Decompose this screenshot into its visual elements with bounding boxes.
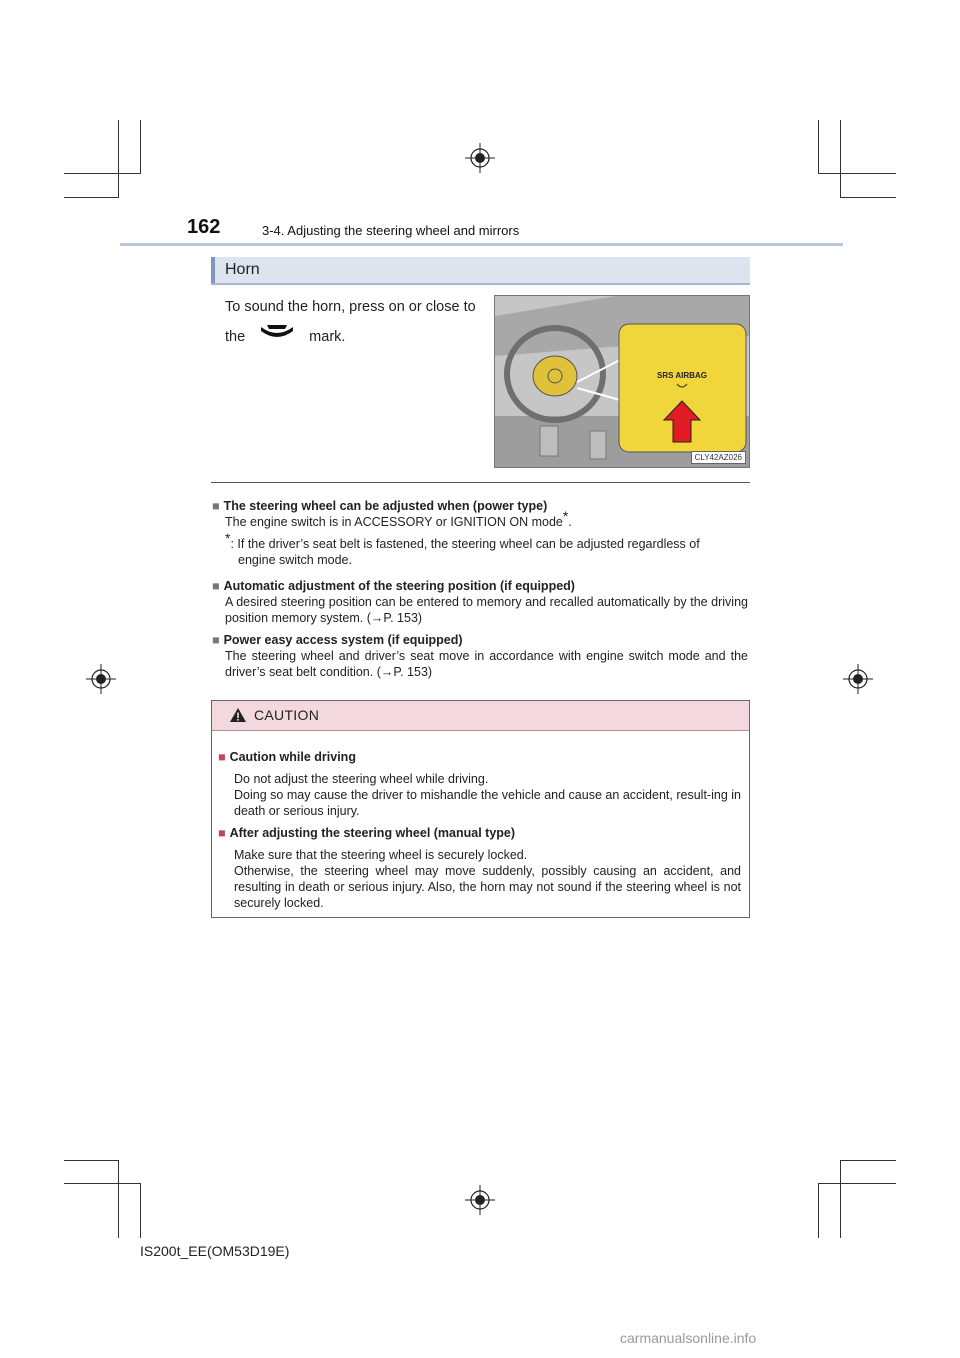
registration-mark-icon	[843, 664, 873, 694]
warning-triangle-icon	[229, 707, 247, 723]
registration-mark-icon	[465, 1185, 495, 1215]
section-title: Horn	[225, 261, 260, 278]
instruction-text: To sound the horn, press on or close to the	[225, 299, 476, 345]
note-title: ■ Power easy access system (if equipped)	[212, 633, 463, 648]
notes-section	[212, 492, 748, 680]
cockpit-drawing	[495, 296, 750, 468]
footnote: *: If the driver’s seat belt is fastened, the steering wheel can be adjusted regardless of engine switch mode.	[225, 530, 700, 568]
watermark: carmanualsonline.info	[620, 1330, 757, 1346]
caution-item-title: ■ Caution while driving	[218, 750, 356, 764]
document-code: IS200t_EE(OM53D19E)	[140, 1243, 290, 1259]
note-body: The steering wheel and driver’s seat move in accordance with engine switch mode and the driver’s seat belt condition. (→P. 153)	[225, 649, 748, 680]
caution-content	[212, 731, 749, 911]
instruction-text-end: mark.	[309, 329, 346, 345]
square-bullet-icon: ■	[212, 499, 220, 513]
note-title: ■ The steering wheel can be adjusted when (power type)	[212, 499, 548, 513]
note-title: ■ Automatic adjustment of the steering position (if equipped)	[212, 579, 575, 594]
caution-item-body: Make sure that the steering wheel is securely locked. Otherwise, the steering wheel may move suddenly, possibly causing an accident, and resulting in death or serious injury. Also, the horn may not sound if the steering wheel is not securely locked.	[234, 848, 741, 910]
horn-icon	[259, 322, 295, 352]
illustration-code: CLY42AZ026	[691, 451, 746, 464]
title-bar-accent	[211, 257, 215, 283]
caution-label: CAUTION	[254, 707, 320, 723]
caution-item-body: Do not adjust the steering wheel while driving. Doing so may cause the driver to mishandle the vehicle and cause an accident, result-ing in death or serious injury.	[234, 772, 741, 818]
square-bullet-icon: ■	[212, 579, 220, 594]
steering-wheel-illustration	[494, 295, 750, 468]
square-bullet-icon: ■	[212, 633, 220, 648]
registration-mark-icon	[465, 143, 495, 173]
note-body: A desired steering position can be entered to memory and recalled automatically by the driving position memory system. (→P. 153)	[225, 595, 748, 626]
square-bullet-icon: ■	[218, 826, 226, 840]
caution-box	[211, 700, 750, 918]
section-title-bar	[211, 257, 750, 285]
header-rule	[120, 243, 843, 246]
page-number: 162	[187, 216, 221, 238]
square-bullet-icon: ■	[218, 750, 226, 764]
caution-item-title: ■ After adjusting the steering wheel (manual type)	[218, 826, 516, 840]
registration-mark-icon	[86, 664, 116, 694]
caution-header	[212, 701, 749, 731]
note-body: The engine switch is in ACCESSORY or IGNITION ON mode*.	[225, 507, 572, 529]
horn-instruction	[225, 292, 490, 352]
section-heading: 3-4. Adjusting the steering wheel and mirrors	[262, 223, 520, 238]
airbag-label: SRS AIRBAG	[657, 371, 707, 380]
divider	[211, 482, 750, 483]
